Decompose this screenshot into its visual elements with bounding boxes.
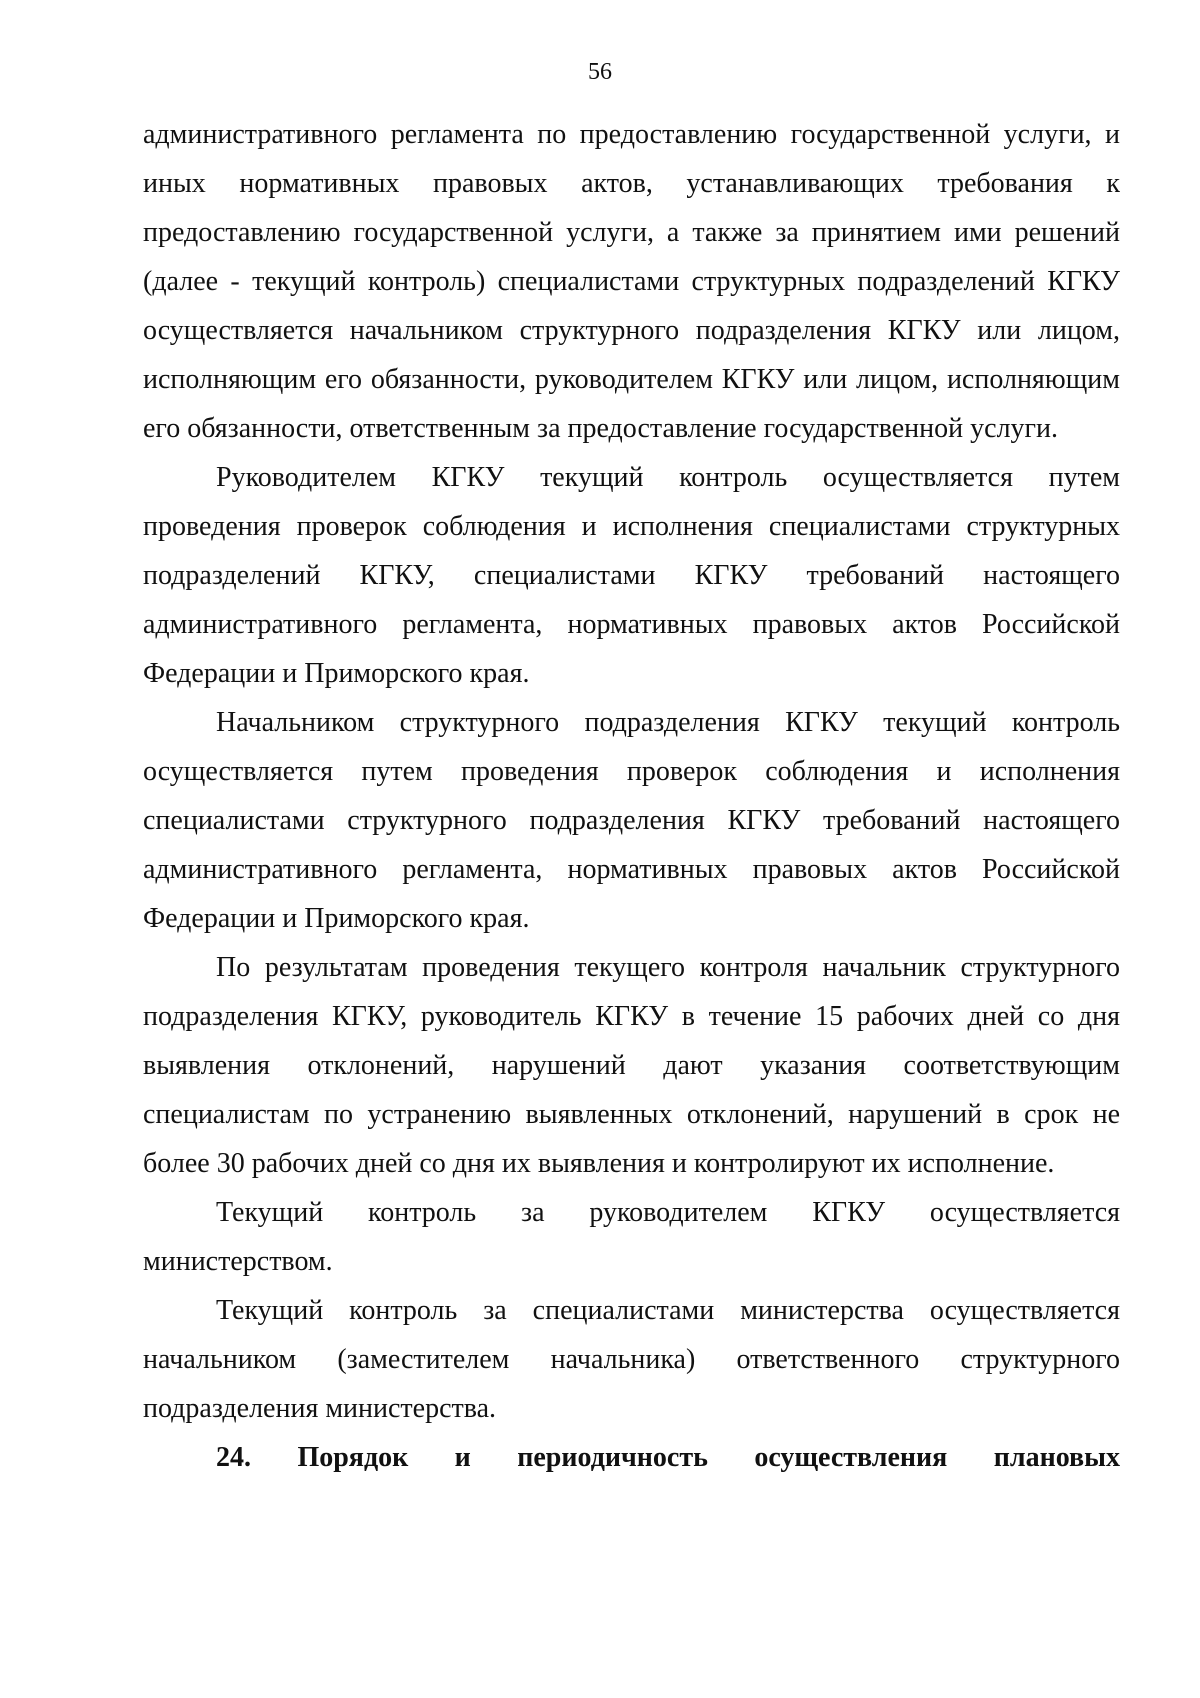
paragraph-department-control: Начальником структурного подразделения КГКУ текущий контроль осуществляется путем проведения проверок соблюдения и исполнения специалистами структурного подразделения КГКУ требований настоящего административного регламента, нормативных правовых актов Российской Федерации и Приморского края. bbox=[143, 707, 1120, 934]
paragraph-head-control: Руководителем КГКУ текущий контроль осуществляется путем проведения проверок соблюдения и исполнения специалистами структурных подразделений КГКУ, специалистами КГКУ требований настоящего административного регламента, нормативных правовых актов Российской Федерации и Приморского края. bbox=[143, 462, 1120, 689]
paragraph-control-results: По результатам проведения текущего контроля начальник структурного подразделения КГКУ, руководитель КГКУ в течение 15 рабочих дней со дня выявления отклонений, нарушений дают указания соответствующим специалистам по устранению выявленных отклонений, нарушений в срок не более 30 рабочих дней со дня их выявления и контролируют их исполнение. bbox=[143, 952, 1120, 1179]
section-heading: 24. Порядок и периодичность осуществления плановых bbox=[216, 1442, 1120, 1473]
paragraph-continuation: административного регламента по предоставлению государственной услуги, и иных нормативных правовых актов, устанавливающих требования к предоставлению государственной услуги, а также за принятием ими решений (далее - текущий контроль) специалистами структурных подразделений КГКУ осуществляется начальником структурного подразделения КГКУ или лицом, исполняющим его обязанности, руководителем КГКУ или лицом, исполняющим его обязанности, ответственным за предоставление государственной услуги. bbox=[143, 119, 1120, 444]
document-body bbox=[143, 110, 1120, 1482]
paragraph-ministry-control: Текущий контроль за руководителем КГКУ осуществляется министерством. bbox=[143, 1197, 1120, 1277]
page-number: 56 bbox=[588, 59, 612, 85]
paragraph-specialists-control: Текущий контроль за специалистами министерства осуществляется начальником (заместителем начальника) ответственного структурного подразделения министерства. bbox=[143, 1295, 1120, 1424]
